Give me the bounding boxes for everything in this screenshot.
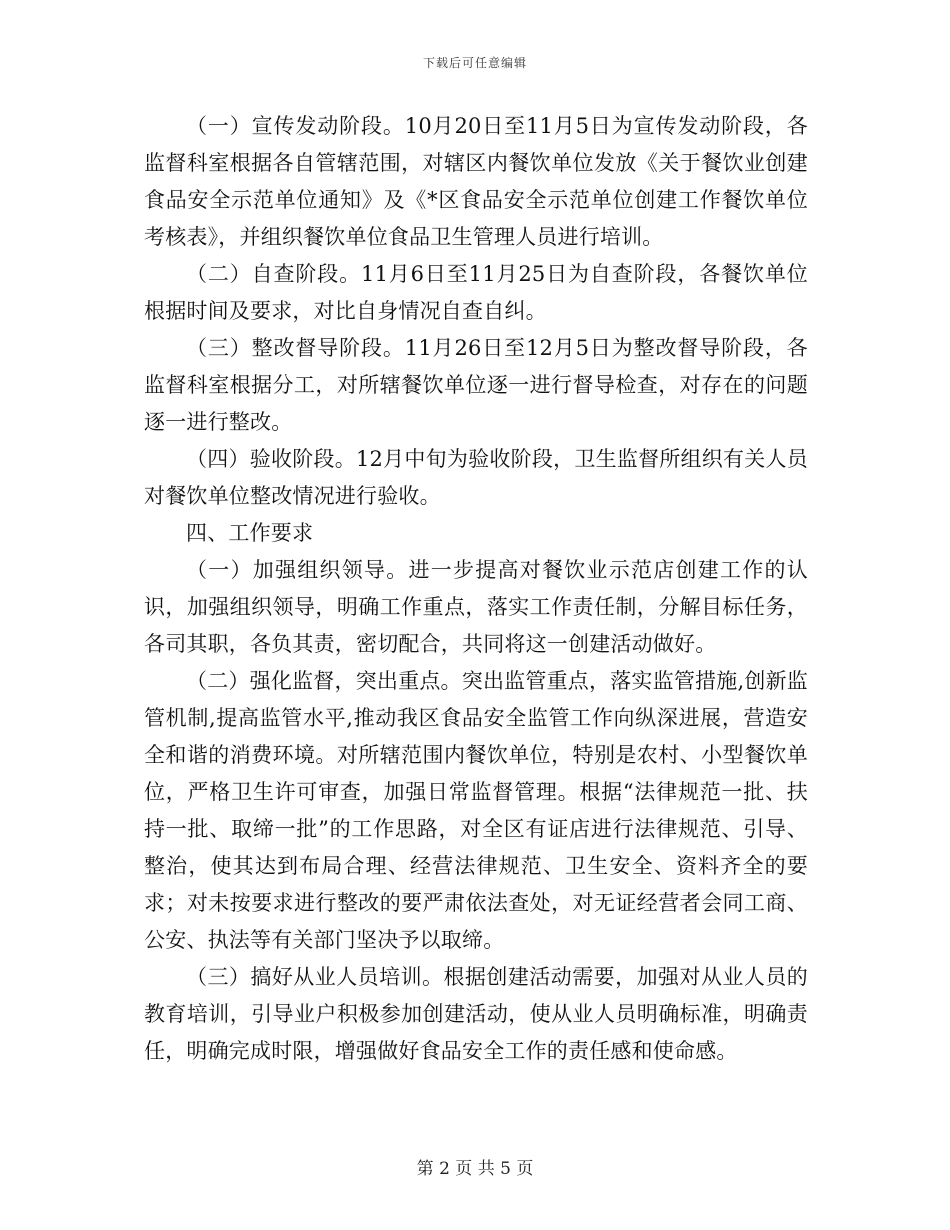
section-heading-work-requirements: 四、工作要求 — [186, 521, 314, 545]
page-number: 第 2 页 共 5 页 — [416, 1159, 534, 1179]
paragraph-publicity-stage: （一）宣传发动阶段。10月20日至11月5日为宣传发动阶段，各监督科室根据各自管辖范围，对辖区内餐饮单位发放《关于餐饮业创建食品安全示范单位通知》及《*区食品安全示范单位创建工作餐饮单位考核表》，并组织餐饮单位食品卫生管理人员进行培训。 — [144, 114, 808, 249]
paragraph-acceptance-stage: （四）验收阶段。12月中旬为验收阶段，卫生监督所组织有关人员对餐饮单位整改情况进行验收。 — [144, 447, 808, 508]
paragraph-self-check-stage: （二）自查阶段。11月6日至11月25日为自查阶段，各餐饮单位根据时间及要求，对比自身情况自查自纠。 — [144, 262, 808, 323]
paragraph-rectification-stage: （三）整改督导阶段。11月26日至12月5日为整改督导阶段，各监督科室根据分工，对所辖餐饮单位逐一进行督导检查，对存在的问题逐一进行整改。 — [144, 336, 808, 434]
paragraph-staff-training: （三）搞好从业人员培训。根据创建活动需要，加强对从业人员的教育培训，引导业户积极参加创建活动，使从业人员明确标准，明确责任，明确完成时限，增强做好食品安全工作的责任感和使命感。 — [144, 965, 808, 1063]
document-body — [144, 108, 808, 1070]
page-header: 下载后可任意编辑 — [422, 56, 527, 70]
paragraph-organization-leadership: （一）加强组织领导。进一步提高对餐饮业示范店创建工作的认识，加强组织领导，明确工作重点，落实工作责任制，分解目标任务，各司其职，各负其责，密切配合，共同将这一创建活动做好。 — [144, 558, 808, 656]
paragraph-supervision: （二）强化监督，突出重点。突出监管重点，落实监管措施,创新监管机制,提高监管水平,推动我区食品安全监管工作向纵深进展，营造安全和谐的消费环境。对所辖范围内餐饮单位，特别是农村、小型餐饮单位，严格卫生许可审查，加强日常监督管理。根据“法律规范一批、扶持一批、取缔一批”的工作思路，对全区有证店进行法律规范、引导、整治，使其达到布局合理、经营法律规范、卫生安全、资料齐全的要求；对未按要求进行整改的要严肃依法查处，对无证经营者会同工商、公安、执法等有关部门坚决予以取缔。 — [144, 669, 808, 952]
